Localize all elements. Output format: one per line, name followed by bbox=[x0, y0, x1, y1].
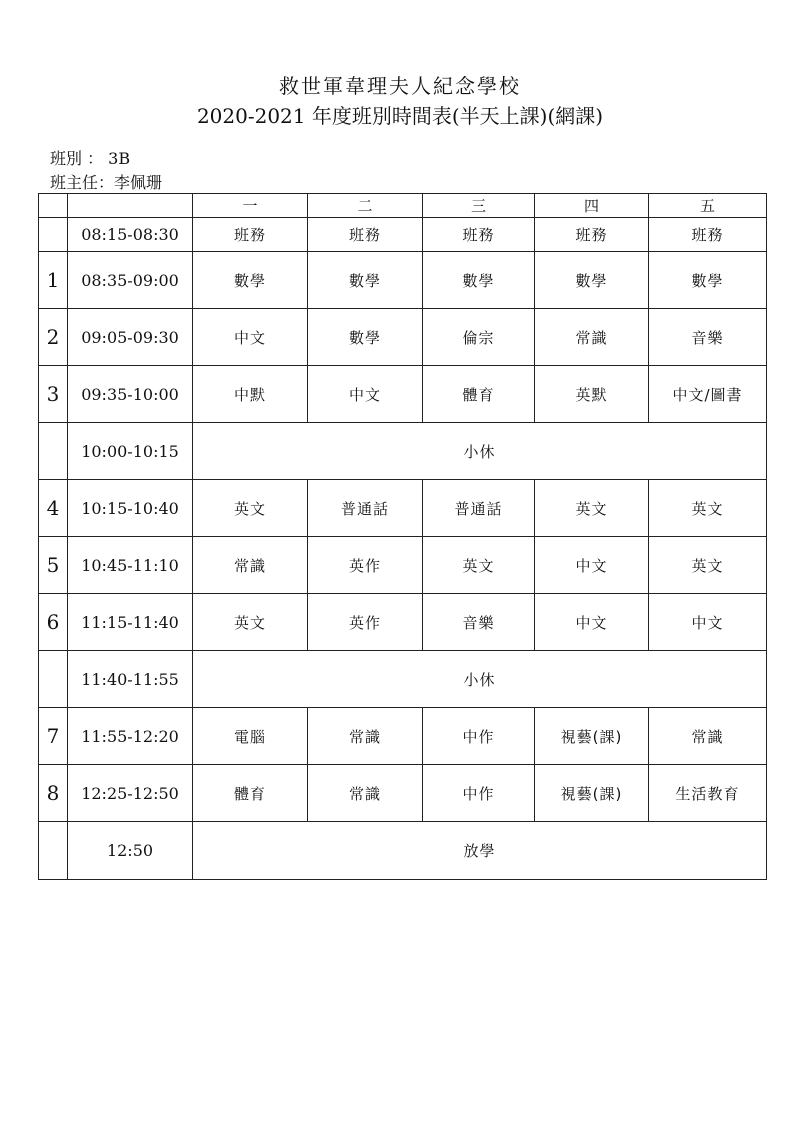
period-time: 08:35-09:00 bbox=[68, 252, 193, 309]
subject-cell: 中文 bbox=[649, 594, 767, 651]
period-number: 1 bbox=[39, 252, 68, 309]
subject-cell: 英默 bbox=[535, 366, 649, 423]
corner-cell bbox=[68, 194, 193, 218]
day-header: 二 bbox=[308, 194, 423, 218]
period-row bbox=[39, 708, 767, 765]
subject-cell: 中作 bbox=[423, 708, 535, 765]
period-number: 8 bbox=[39, 765, 68, 822]
day-header: 四 bbox=[535, 194, 649, 218]
subject-cell: 常識 bbox=[308, 708, 423, 765]
period-time: 09:35-10:00 bbox=[68, 366, 193, 423]
subject-cell: 班務 bbox=[423, 218, 535, 252]
subject-cell: 中文 bbox=[535, 594, 649, 651]
break-label: 小休 bbox=[193, 651, 767, 708]
break-row bbox=[39, 651, 767, 708]
schedule-title: 2020-2021 年度班別時間表(半天上課)(網課) bbox=[196, 104, 604, 128]
subject-cell: 班務 bbox=[193, 218, 308, 252]
subject-cell: 數學 bbox=[308, 252, 423, 309]
subject-cell: 普通話 bbox=[308, 480, 423, 537]
period-time: 12:50 bbox=[68, 822, 193, 880]
subject-cell: 英作 bbox=[308, 537, 423, 594]
subject-cell: 數學 bbox=[423, 252, 535, 309]
period-row bbox=[39, 309, 767, 366]
subject-cell: 常識 bbox=[649, 708, 767, 765]
day-header: 五 bbox=[649, 194, 767, 218]
period-row bbox=[39, 594, 767, 651]
subject-cell: 中文 bbox=[193, 309, 308, 366]
period-number bbox=[39, 651, 68, 708]
period-time: 10:15-10:40 bbox=[68, 480, 193, 537]
subject-cell: 音樂 bbox=[649, 309, 767, 366]
period-row bbox=[39, 366, 767, 423]
subject-cell: 英文 bbox=[649, 537, 767, 594]
subject-cell: 中作 bbox=[423, 765, 535, 822]
subject-cell: 視藝(課) bbox=[535, 708, 649, 765]
subject-cell: 英文 bbox=[193, 480, 308, 537]
subject-cell: 數學 bbox=[535, 252, 649, 309]
period-number bbox=[39, 423, 68, 480]
period-number: 3 bbox=[39, 366, 68, 423]
period-time: 08:15-08:30 bbox=[68, 218, 193, 252]
day-header: 三 bbox=[423, 194, 535, 218]
subject-cell: 常識 bbox=[308, 765, 423, 822]
break-label: 小休 bbox=[193, 423, 767, 480]
subject-cell: 數學 bbox=[308, 309, 423, 366]
subject-cell: 中文 bbox=[308, 366, 423, 423]
period-time: 11:15-11:40 bbox=[68, 594, 193, 651]
subject-cell: 英文 bbox=[535, 480, 649, 537]
subject-cell: 生活教育 bbox=[649, 765, 767, 822]
break-label: 放學 bbox=[193, 822, 767, 880]
school-name: 救世軍韋理夫人紀念學校 bbox=[279, 74, 521, 98]
subject-cell: 班務 bbox=[535, 218, 649, 252]
subject-cell: 中文 bbox=[535, 537, 649, 594]
period-time: 11:55-12:20 bbox=[68, 708, 193, 765]
subject-cell: 中文/圖書 bbox=[649, 366, 767, 423]
subject-cell: 班務 bbox=[308, 218, 423, 252]
day-header: 一 bbox=[193, 194, 308, 218]
subject-cell: 英文 bbox=[193, 594, 308, 651]
period-row bbox=[39, 765, 767, 822]
timetable bbox=[38, 193, 767, 880]
class-label: 班別 ： 3B bbox=[50, 149, 131, 168]
subject-cell: 數學 bbox=[193, 252, 308, 309]
subject-cell: 電腦 bbox=[193, 708, 308, 765]
subject-cell: 視藝(課) bbox=[535, 765, 649, 822]
period-row bbox=[39, 480, 767, 537]
subject-cell: 中默 bbox=[193, 366, 308, 423]
subject-cell: 英文 bbox=[649, 480, 767, 537]
period-row bbox=[39, 252, 767, 309]
subject-cell: 常識 bbox=[193, 537, 308, 594]
period-time: 12:25-12:50 bbox=[68, 765, 193, 822]
period-number bbox=[39, 822, 68, 880]
subject-cell: 倫宗 bbox=[423, 309, 535, 366]
subject-cell: 音樂 bbox=[423, 594, 535, 651]
period-time: 10:00-10:15 bbox=[68, 423, 193, 480]
period-time: 09:05-09:30 bbox=[68, 309, 193, 366]
subject-cell: 體育 bbox=[193, 765, 308, 822]
teacher-label: 班主任：李佩珊 bbox=[50, 173, 163, 192]
period-number: 6 bbox=[39, 594, 68, 651]
subject-cell: 英文 bbox=[423, 537, 535, 594]
period-number: 5 bbox=[39, 537, 68, 594]
period-number bbox=[39, 218, 68, 252]
subject-cell: 數學 bbox=[649, 252, 767, 309]
corner-cell bbox=[39, 194, 68, 218]
day-header-row bbox=[39, 194, 767, 218]
break-row bbox=[39, 822, 767, 880]
subject-cell: 普通話 bbox=[423, 480, 535, 537]
period-row bbox=[39, 218, 767, 252]
period-time: 11:40-11:55 bbox=[68, 651, 193, 708]
break-row bbox=[39, 423, 767, 480]
period-number: 4 bbox=[39, 480, 68, 537]
period-row bbox=[39, 537, 767, 594]
subject-cell: 體育 bbox=[423, 366, 535, 423]
period-number: 2 bbox=[39, 309, 68, 366]
subject-cell: 常識 bbox=[535, 309, 649, 366]
subject-cell: 班務 bbox=[649, 218, 767, 252]
period-number: 7 bbox=[39, 708, 68, 765]
period-time: 10:45-11:10 bbox=[68, 537, 193, 594]
subject-cell: 英作 bbox=[308, 594, 423, 651]
